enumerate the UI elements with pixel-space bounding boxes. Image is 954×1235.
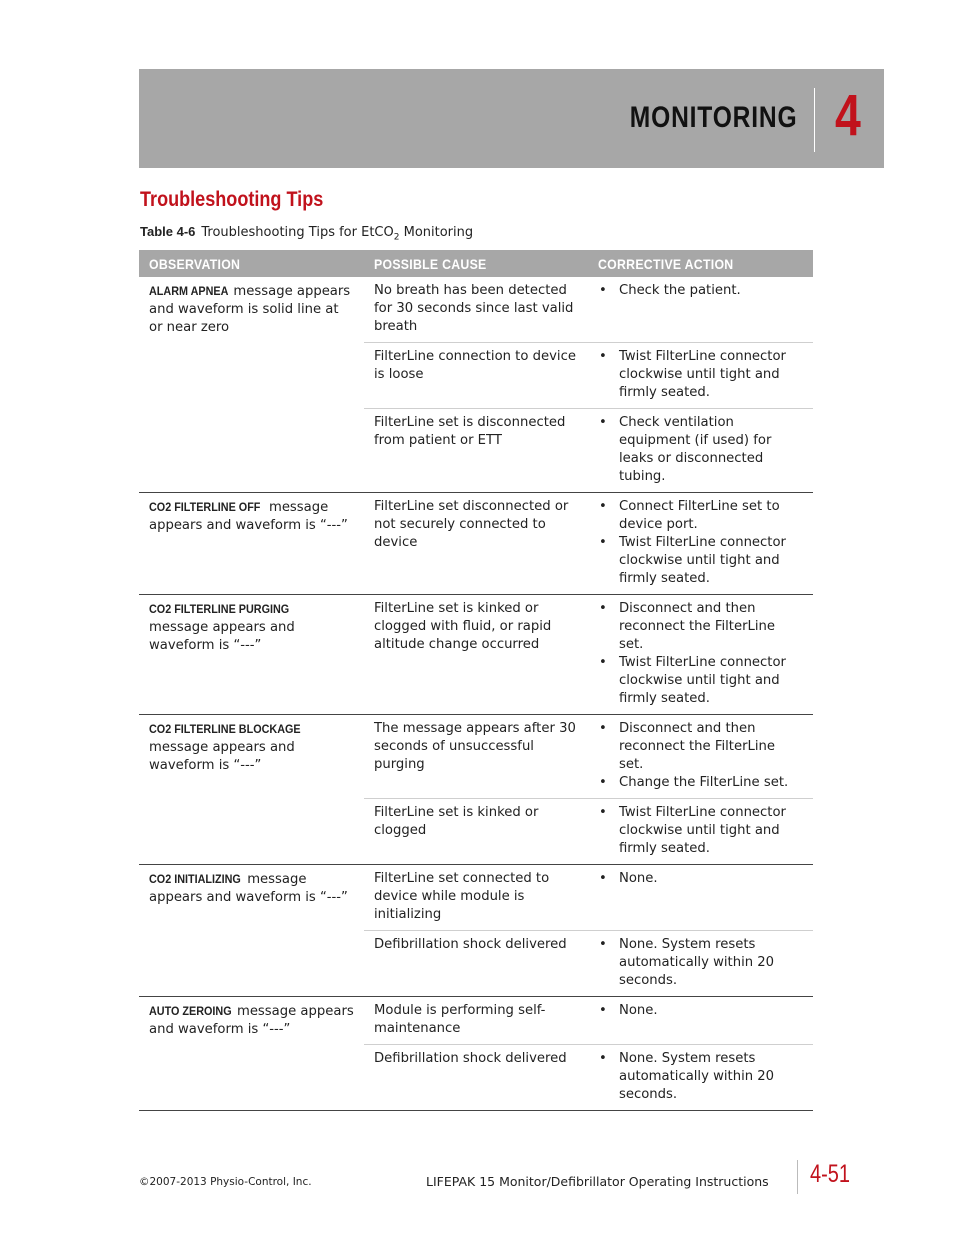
action-item: • Disconnect and then reconnect the FilterLine set. xyxy=(598,600,803,654)
troubleshooting-table xyxy=(139,250,813,1111)
table-row xyxy=(139,277,813,343)
observation-message-key: CO2 FILTERLINE BLOCKAGE xyxy=(149,722,301,736)
corrective-action-cell xyxy=(588,595,813,715)
action-item: • Disconnect and then reconnect the FilterLine set. xyxy=(598,720,803,774)
table-row xyxy=(139,493,813,595)
action-item: • Twist FilterLine connector clockwise until tight and firmly seated. xyxy=(598,534,803,588)
header-corrective-action: CORRECTIVE ACTION xyxy=(588,250,813,277)
action-list xyxy=(598,282,803,300)
action-item: • None. System resets automatically within 20 seconds. xyxy=(598,936,803,990)
corrective-action-cell xyxy=(588,1045,813,1111)
corrective-action-cell xyxy=(588,799,813,865)
observation-cell xyxy=(139,865,364,997)
header-observation: OBSERVATION xyxy=(139,250,364,277)
possible-cause-cell: Defibrillation shock delivered xyxy=(364,931,588,997)
corrective-action-cell xyxy=(588,865,813,931)
possible-cause-cell: Defibrillation shock delivered xyxy=(364,1045,588,1111)
observation-cell xyxy=(139,493,364,595)
table-body xyxy=(139,277,813,1111)
action-item: • None. xyxy=(598,870,803,888)
observation-text: message appears and waveform is solid line at or near zero xyxy=(149,284,351,335)
observation-text: message appears and waveform is “---” xyxy=(149,740,295,773)
possible-cause-cell: FilterLine set is disconnected from patient or ETT xyxy=(364,409,588,493)
action-item: • Twist FilterLine connector clockwise until tight and firmly seated. xyxy=(598,348,803,402)
action-item: • Connect FilterLine set to device port. xyxy=(598,498,803,534)
footer-copyright: ©2007-2013 Physio-Control, Inc. xyxy=(139,1176,312,1188)
observation-message-key: CO2 FILTERLINE OFF xyxy=(149,500,261,514)
observation-text: message appears and waveform is “---” xyxy=(149,872,348,905)
observation-message-key: CO2 FILTERLINE PURGING xyxy=(149,602,290,616)
corrective-action-cell xyxy=(588,343,813,409)
observation-text: message appears and waveform is “---” xyxy=(149,1004,354,1037)
table-header-row xyxy=(139,250,813,277)
action-list xyxy=(598,414,803,486)
possible-cause-cell: FilterLine set connected to device while module is initializing xyxy=(364,865,588,931)
action-item: • Twist FilterLine connector clockwise until tight and firmly seated. xyxy=(598,654,803,708)
corrective-action-cell xyxy=(588,277,813,343)
corrective-action-cell xyxy=(588,409,813,493)
observation-message-key: CO2 INITIALIZING xyxy=(149,872,241,886)
action-list xyxy=(598,600,803,708)
action-list xyxy=(598,348,803,402)
observation-cell xyxy=(139,715,364,865)
corrective-action-cell xyxy=(588,931,813,997)
action-item: • Twist FilterLine connector clockwise until tight and firmly seated. xyxy=(598,804,803,858)
action-list xyxy=(598,1050,803,1104)
observation-message-key: ALARM APNEA xyxy=(149,284,229,298)
table-caption-text: Troubleshooting Tips for EtCO xyxy=(201,225,394,240)
possible-cause-cell: FilterLine connection to device is loose xyxy=(364,343,588,409)
table-caption-text-end: Monitoring xyxy=(399,225,474,240)
chapter-title: MONITORING xyxy=(629,101,797,134)
possible-cause-cell: FilterLine set disconnected or not securely connected to device xyxy=(364,493,588,595)
possible-cause-cell: No breath has been detected for 30 seconds since last valid breath xyxy=(364,277,588,343)
table-caption-label: Table 4-6 xyxy=(140,224,196,239)
possible-cause-cell: FilterLine set is kinked or clogged with fluid, or rapid altitude change occurred xyxy=(364,595,588,715)
header-possible-cause: POSSIBLE CAUSE xyxy=(364,250,588,277)
possible-cause-cell: The message appears after 30 seconds of unsuccessful purging xyxy=(364,715,588,799)
section-title: Troubleshooting Tips xyxy=(140,188,324,211)
action-list xyxy=(598,498,803,588)
table-row xyxy=(139,715,813,799)
footer-manual-title: LIFEPAK 15 Monitor/Defibrillator Operating Instructions xyxy=(426,1174,769,1189)
corrective-action-cell xyxy=(588,997,813,1045)
table-row xyxy=(139,865,813,931)
table-caption-subscript: 2 xyxy=(393,232,400,243)
action-item: • Check ventilation equipment (if used) for leaks or disconnected tubing. xyxy=(598,414,803,486)
observation-message-key: AUTO ZEROING xyxy=(149,1004,232,1018)
table-caption xyxy=(140,224,473,243)
chapter-header xyxy=(139,69,884,168)
page-number: 4-51 xyxy=(810,1160,851,1188)
table-row xyxy=(139,997,813,1045)
action-item: • None. System resets automatically within 20 seconds. xyxy=(598,1050,803,1104)
observation-cell xyxy=(139,277,364,493)
possible-cause-cell: Module is performing self-maintenance xyxy=(364,997,588,1045)
observation-cell xyxy=(139,997,364,1111)
observation-text: message appears and waveform is “---” xyxy=(149,620,295,653)
action-list xyxy=(598,1002,803,1020)
observation-cell xyxy=(139,595,364,715)
table-row xyxy=(139,595,813,715)
action-item: • Change the FilterLine set. xyxy=(598,774,803,792)
action-list xyxy=(598,870,803,888)
action-item: • Check the patient. xyxy=(598,282,803,300)
action-list xyxy=(598,936,803,990)
chapter-divider xyxy=(814,88,815,152)
corrective-action-cell xyxy=(588,715,813,799)
action-list xyxy=(598,804,803,858)
action-item: • None. xyxy=(598,1002,803,1020)
corrective-action-cell xyxy=(588,493,813,595)
action-list xyxy=(598,720,803,792)
possible-cause-cell: FilterLine set is kinked or clogged xyxy=(364,799,588,865)
footer-divider xyxy=(797,1160,798,1194)
chapter-number: 4 xyxy=(835,83,861,148)
observation-text: message appears and waveform is “---” xyxy=(149,500,348,533)
